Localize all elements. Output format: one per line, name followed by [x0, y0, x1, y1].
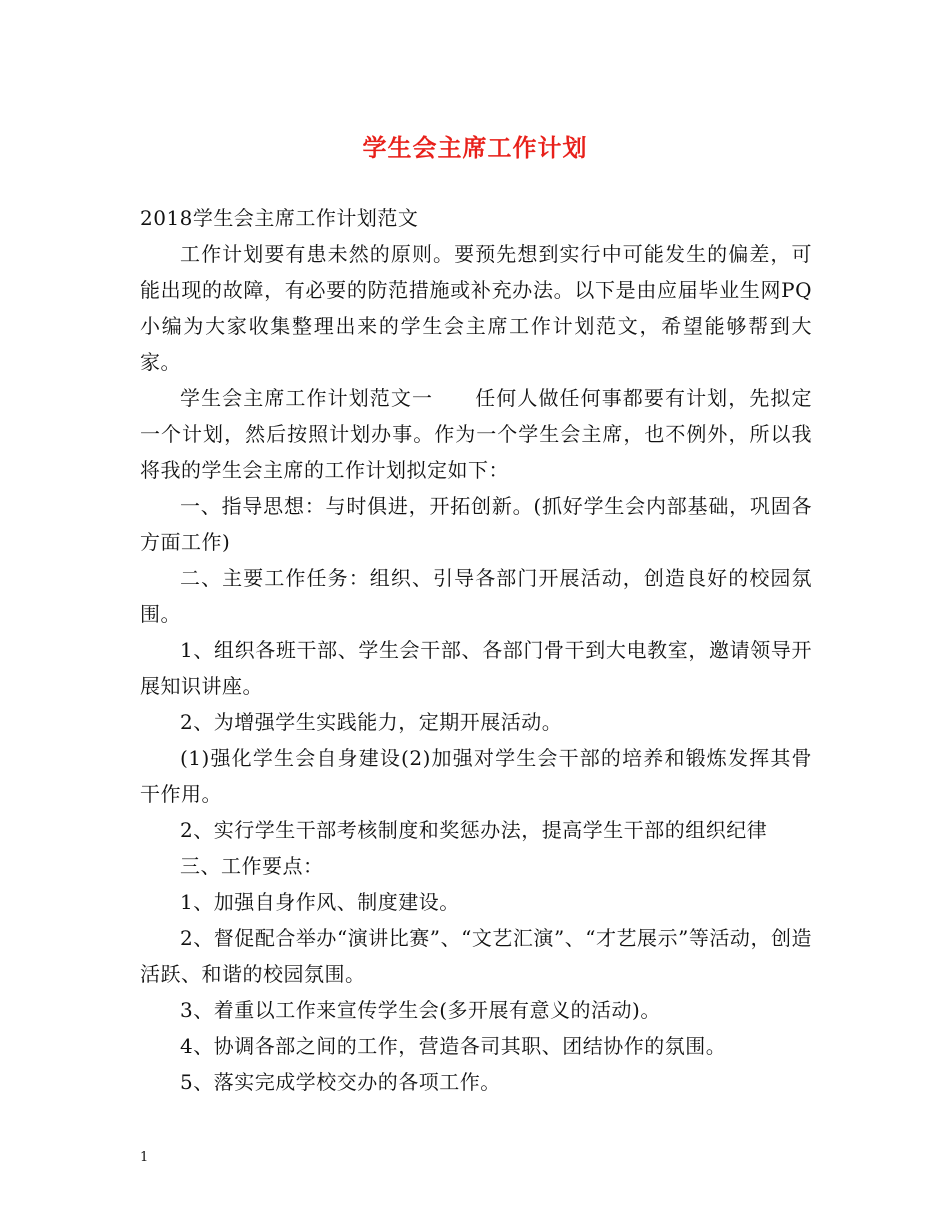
paragraph-key-point-3: 3、着重以工作来宣传学生会(多开展有意义的活动)。 [180, 998, 661, 1022]
paragraph-key-point-5: 5、落实完成学校交办的各项工作。 [180, 1070, 501, 1094]
document-title: 学生会主席工作计划 [362, 133, 588, 162]
paragraph-intro: 工作计划要有患未然的原则。要预先想到实行中可能发生的偏差，可能出现的故障，有必要的防范措施或补充办法。以下是由应届毕业生网PQ小编为大家收集整理出来的学生会主席工作计划范文，希望能够帮到大家。 [140, 242, 812, 374]
paragraph-task-2: 2、为增强学生实践能力，定期开展活动。 [180, 710, 563, 734]
paragraph-guiding-idea: 一、指导思想：与时俱进，开拓创新。(抓好学生会内部基础，巩固各方面工作) [140, 494, 812, 554]
paragraph-main-tasks: 二、主要工作任务：组织、引导各部门开展活动，创造良好的校园氛围。 [140, 566, 812, 626]
page-number: 1 [140, 1150, 149, 1165]
paragraph-task-2-assessment: 2、实行学生干部考核制度和奖惩办法，提高学生干部的组织纪律 [180, 818, 768, 842]
paragraph-key-points-heading: 三、工作要点： [180, 854, 324, 878]
paragraph-key-point-4: 4、协调各部之间的工作，营造各司其职、团结协作的氛围。 [180, 1034, 727, 1058]
paragraph-key-point-2: 2、督促配合举办“演讲比赛”、“文艺汇演”、“才艺展示”等活动，创造活跃、和谐的校园氛围。 [140, 926, 812, 986]
paragraph-plan-one: 学生会主席工作计划范文一 任何人做任何事都要有计划，先拟定一个计划，然后按照计划办事。作为一个学生会主席，也不例外，所以我将我的学生会主席的工作计划拟定如下： [140, 386, 812, 482]
paragraph-key-point-1: 1、加强自身作风、制度建设。 [180, 890, 460, 914]
document-body [140, 200, 812, 1100]
paragraph-task-1: 1、组织各班干部、学生会干部、各部门骨干到大电教室，邀请领导开展知识讲座。 [140, 638, 812, 698]
document-subtitle: 2018学生会主席工作计划范文 [140, 206, 419, 230]
paragraph-task-2-detail: (1)强化学生会自身建设(2)加强对学生会干部的培养和锻炼发挥其骨干作用。 [140, 746, 812, 806]
